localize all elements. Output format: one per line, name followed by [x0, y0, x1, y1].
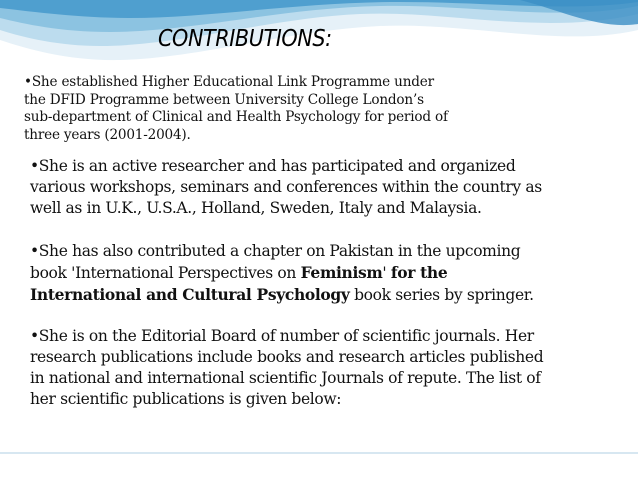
paragraph-line: in national and international scientific Journals of repute. The list of [30, 369, 541, 387]
intro-line: three years (2001-2004). [24, 126, 191, 143]
editorial-paragraph [30, 326, 590, 410]
intro-line: sub-department of Clinical and Health Psychology for period of [24, 109, 448, 126]
text-run: book series by springer. [349, 286, 534, 304]
paragraph-line: •She is on the Editorial Board of number of scientific journals. Her [30, 327, 534, 345]
paragraph-line [30, 262, 590, 284]
intro-line: •She established Higher Educational Link Programme under [24, 74, 434, 90]
text-run: ' [382, 264, 391, 282]
bold-text: Feminism [300, 263, 383, 282]
paragraph-line: •She is an active researcher and has participated and organized [30, 157, 516, 175]
paragraph-line: well as in U.K., U.S.A., Holland, Sweden, Italy and Malaysia. [30, 199, 482, 217]
paragraph-line [30, 284, 590, 306]
intro-line: the DFID Programme between University College London’s [24, 91, 424, 108]
paragraph-line: •She has also contributed a chapter on Pakistan in the upcoming [30, 242, 521, 260]
paragraph-line: various workshops, seminars and conferences within the country as [30, 178, 542, 196]
bold-text: for the [390, 263, 448, 282]
intro-paragraph [24, 74, 464, 144]
paragraph-line: her scientific publications is given below: [30, 390, 342, 408]
bold-text: International and Cultural Psychology [30, 285, 350, 304]
researcher-paragraph [30, 156, 590, 219]
paragraph-line: research publications include books and research articles published [30, 348, 544, 366]
slide-title: CONTRIBUTIONS: [158, 26, 332, 52]
chapter-paragraph [30, 241, 590, 306]
text-run: book 'International Perspectives on [30, 264, 301, 282]
footer-divider [0, 452, 638, 454]
